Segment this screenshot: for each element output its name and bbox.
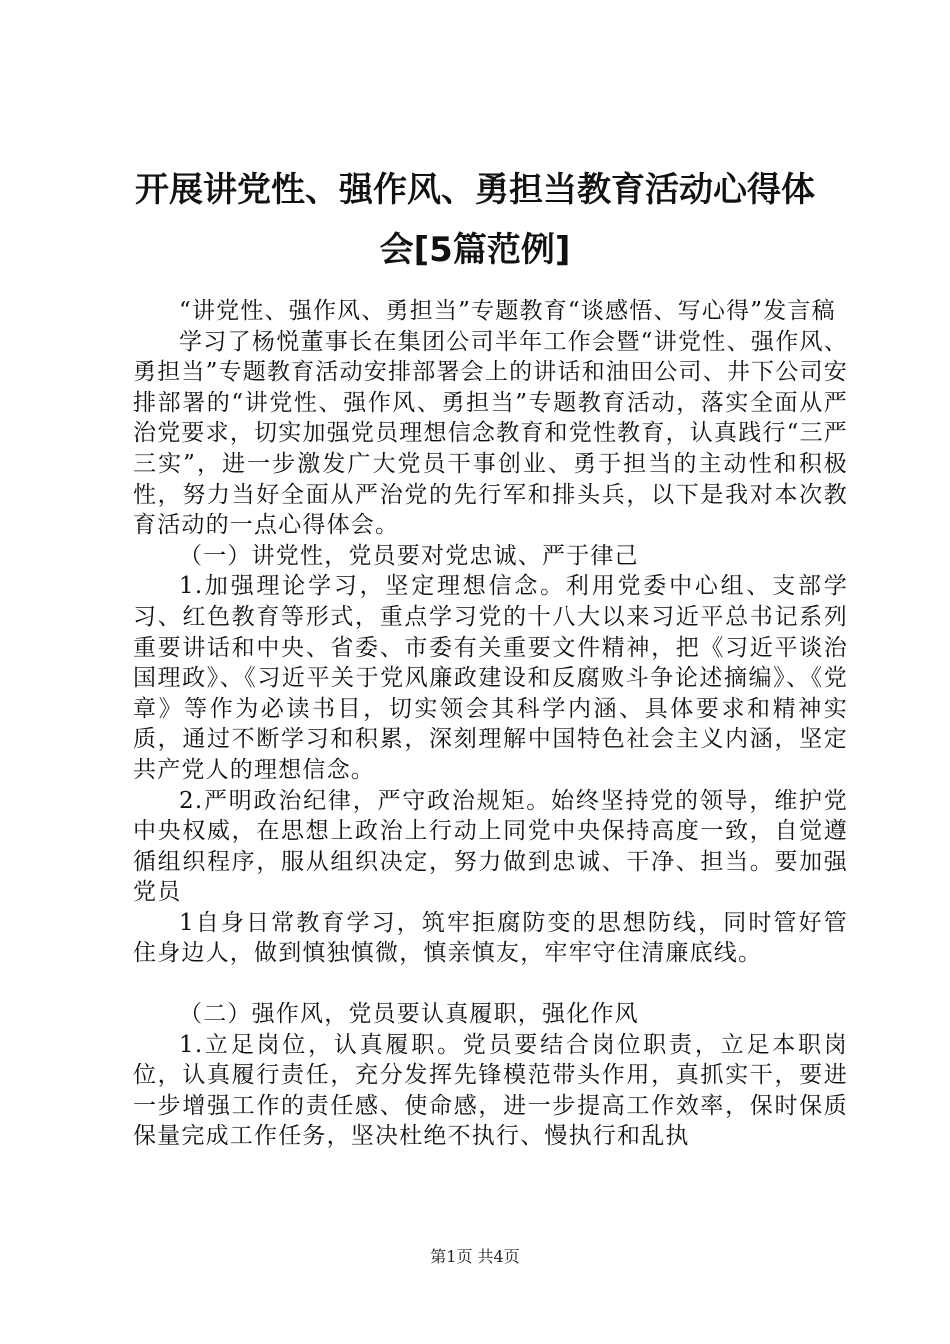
body-paragraph: 1自身日常教育学习，筑牢拒腐防变的思想防线，同时管好管住身边人，做到慎独慎微，慎亲慎友，牢牢守住清廉底线。: [133, 909, 848, 967]
document-body: [133, 296, 848, 1152]
subtitle-paragraph: “讲党性、强作风、勇担当”专题教育“谈感悟、写心得”发言稿: [179, 298, 836, 324]
page-footer: 第1页 共4页: [430, 1247, 520, 1266]
body-paragraph: 2.严明政治纪律，严守政治规矩。始终坚持党的领导，维护党中央权威，在思想上政治上行动上同党中央保持高度一致，自觉遵循组织程序，服从组织决定，努力做到忠诚、干净、担当。要加强党员: [133, 787, 848, 906]
body-paragraph: 1.立足岗位，认真履职。党员要结合岗位职责，立足本职岗位，认真履行责任，充分发挥先锋模范带头作用，真抓实干，要进一步增强工作的责任感、使命感，进一步提高工作效率，保时保质保量完成工作任务，坚决杜绝不执行、慢执行和乱执: [133, 1031, 848, 1150]
section-heading: （二）强作风，党员要认真履职，强化作风: [179, 1001, 639, 1028]
document-title-line-2: 会[5篇范例]: [379, 230, 571, 270]
body-paragraph: 1.加强理论学习，坚定理想信念。利用党委中心组、支部学习、红色教育等形式，重点学习党的十八大以来习近平总书记系列重要讲话和中央、省委、市委有关重要文件精神，把《习近平谈治国理政》、《习近平关于党风廉政建设和反腐败斗争论述摘编》、《党章》等作为必读书目，切实领会其科学内涵、具体要求和精神实质，通过不断学习和积累，深刻理解中国特色社会主义内涵，坚定共产党人的理想信念。: [133, 573, 848, 783]
body-paragraph: 学习了杨悦董事长在集团公司半年工作会暨“讲党性、强作风、勇担当”专题教育活动安排部署会上的讲话和油田公司、井下公司安排部署的“讲党性、强作风、勇担当”专题教育活动，落实全面从严治党要求，切实加强党员理想信念教育和党性教育，认真践行“三严三实”，进一步激发广大党员干事创业、勇于担当的主动性和积极性，努力当好全面从严治党的先行军和排头兵，以下是我对本次教育活动的一点心得体会。: [133, 328, 848, 539]
section-heading: （一）讲党性，党员要对党忠诚、严于律己: [179, 542, 639, 569]
document-title-line-1: 开展讲党性、强作风、勇担当教育活动心得体: [135, 170, 815, 210]
